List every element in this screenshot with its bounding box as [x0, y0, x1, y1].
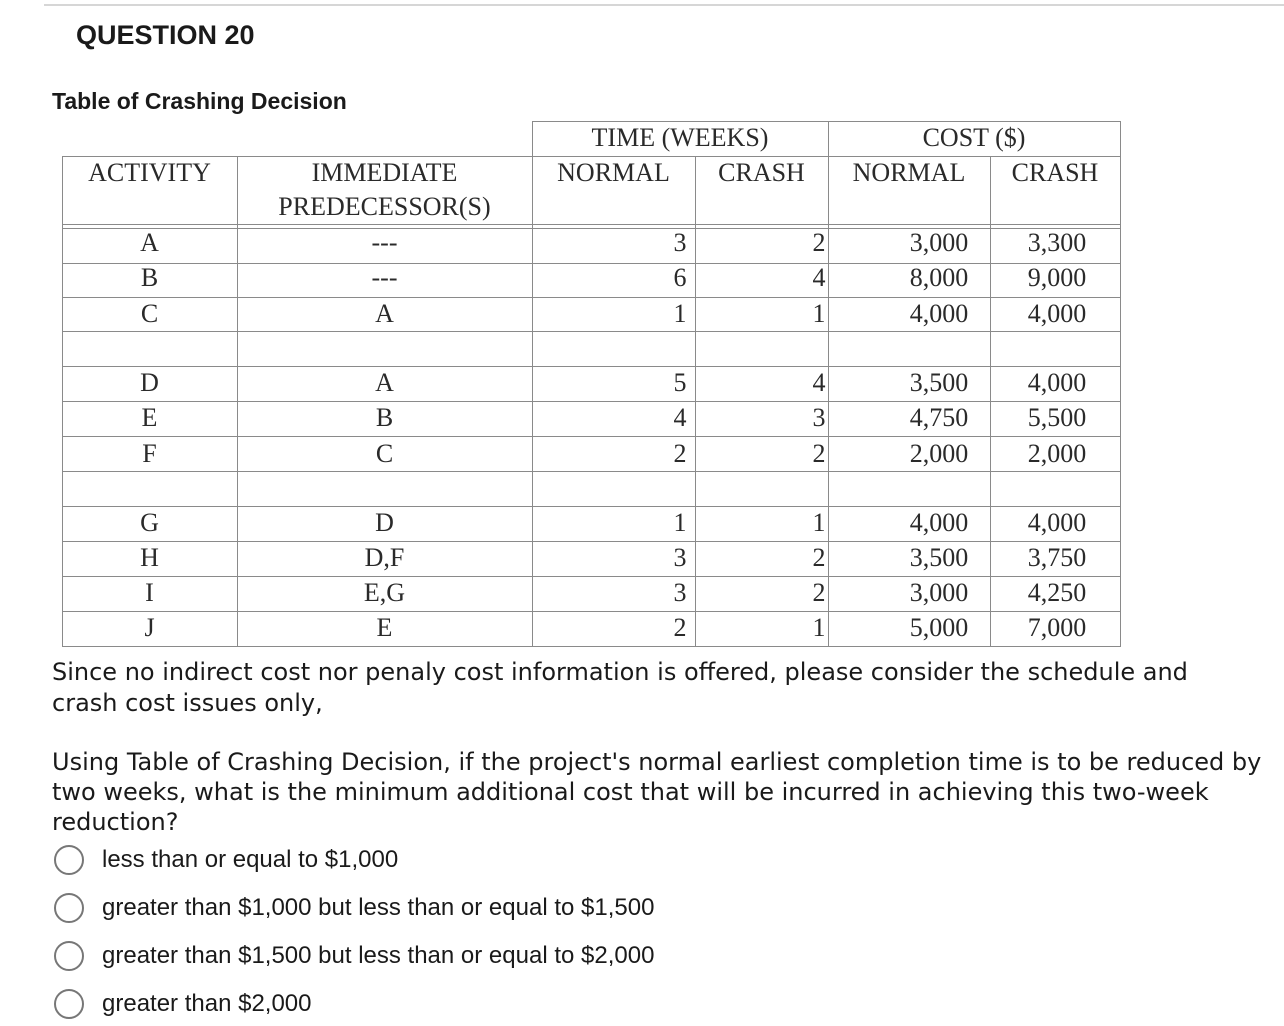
cost-group-header: COST ($)	[922, 123, 1026, 152]
option-label: greater than $1,000 but less than or equal to $1,500	[102, 894, 655, 921]
time-normal-cell: 2	[673, 439, 687, 468]
cost-crash-cell: 3,750	[1027, 543, 1087, 572]
activity-cell: D	[140, 368, 159, 397]
time-crash-cell: 1	[812, 613, 826, 642]
table-rule	[62, 646, 1120, 647]
predecessor-cell: D	[375, 508, 394, 537]
cost-normal-cell: 3,500	[909, 543, 969, 572]
time-normal-cell: 3	[673, 578, 687, 607]
cost-crash-cell: 4,000	[1027, 368, 1087, 397]
table-row-rule	[62, 401, 1120, 402]
time-crash-cell: 4	[812, 263, 826, 292]
activity-cell: G	[140, 508, 159, 537]
radio-button-icon[interactable]	[54, 989, 84, 1019]
cost-normal-cell: 4,000	[909, 508, 969, 537]
cost-normal-cell: 5,000	[909, 613, 969, 642]
time-group-header: TIME (WEEKS)	[591, 123, 769, 152]
table-rule	[532, 121, 1120, 122]
cost-crash-cell: 4,250	[1027, 578, 1087, 607]
table-rule	[62, 156, 1120, 157]
cost-normal-cell: 4,000	[909, 299, 969, 328]
answer-option-3[interactable]	[54, 939, 654, 973]
activity-cell: H	[140, 543, 159, 572]
answer-option-4[interactable]	[54, 987, 312, 1021]
time-normal-cell: 3	[673, 228, 687, 257]
predecessor-cell: A	[375, 368, 394, 397]
option-label: greater than $1,500 but less than or equal to $2,000	[102, 942, 655, 969]
activity-cell: A	[140, 228, 159, 257]
time-crash-cell: 1	[812, 508, 826, 537]
cost-normal-cell: 8,000	[909, 263, 969, 292]
cost-crash-cell: 7,000	[1027, 613, 1087, 642]
time-crash-cell: 3	[812, 403, 826, 432]
time-crash-header: CRASH	[718, 158, 805, 187]
cost-normal-cell: 2,000	[909, 439, 969, 468]
cost-crash-cell: 4,000	[1027, 508, 1087, 537]
time-normal-cell: 1	[673, 299, 687, 328]
table-row-rule	[62, 611, 1120, 612]
time-normal-cell: 6	[673, 263, 687, 292]
question-title: QUESTION 20	[76, 20, 255, 50]
table-row-rule	[62, 576, 1120, 577]
activity-cell: C	[140, 299, 159, 328]
table-row-rule	[62, 436, 1120, 437]
radio-button-icon[interactable]	[54, 941, 84, 971]
table-rule	[62, 366, 1120, 367]
activity-header: ACTIVITY	[88, 158, 211, 187]
table-row-rule	[62, 297, 1120, 298]
table-title: Table of Crashing Decision	[52, 88, 347, 114]
radio-button-icon[interactable]	[54, 845, 84, 875]
table-rule	[62, 471, 1120, 472]
time-crash-cell: 2	[812, 578, 826, 607]
predecessor-header: IMMEDIATE	[311, 158, 458, 187]
time-crash-cell: 2	[812, 543, 826, 572]
cost-normal-cell: 3,000	[909, 578, 969, 607]
time-normal-cell: 3	[673, 543, 687, 572]
note-text: Since no indirect cost nor penaly cost information is offered, please consider the schedule and crash cost issues only,	[52, 658, 1188, 717]
cost-normal-cell: 3,000	[909, 228, 969, 257]
activity-cell: E	[141, 403, 158, 432]
predecessor-cell: ---	[371, 228, 398, 257]
answer-option-1[interactable]	[54, 843, 398, 877]
cost-normal-cell: 4,750	[909, 403, 969, 432]
activity-cell: F	[142, 439, 157, 468]
activity-cell: J	[144, 613, 155, 642]
cost-crash-header: CRASH	[1011, 158, 1099, 187]
option-label: greater than $2,000	[102, 990, 312, 1017]
cost-crash-cell: 2,000	[1027, 439, 1087, 468]
question-prompt: Using Table of Crashing Decision, if the project's normal earliest completion time is to be reduced by two weeks, what is the minimum additional cost that will be incurred in achieving this two-week reduction?	[52, 748, 1262, 836]
table-row-rule	[62, 541, 1120, 542]
predecessor-cell: E,G	[363, 578, 406, 607]
cost-normal-cell: 3,500	[909, 368, 969, 397]
time-normal-header: NORMAL	[557, 158, 670, 187]
time-normal-cell: 5	[673, 368, 687, 397]
time-normal-cell: 2	[673, 613, 687, 642]
option-label: less than or equal to $1,000	[102, 846, 399, 873]
cost-crash-cell: 4,000	[1027, 299, 1087, 328]
time-crash-cell: 1	[812, 299, 826, 328]
table-rule	[62, 331, 1120, 332]
time-normal-cell: 4	[673, 403, 687, 432]
time-normal-cell: 1	[673, 508, 687, 537]
cost-crash-cell: 5,500	[1027, 403, 1087, 432]
predecessor-cell: C	[375, 439, 394, 468]
predecessor-cell: E	[376, 613, 393, 642]
time-crash-cell: 2	[812, 439, 826, 468]
predecessor-cell: B	[375, 403, 394, 432]
table-rule	[62, 506, 1120, 507]
answer-option-2[interactable]	[54, 891, 654, 925]
time-crash-cell: 2	[812, 228, 826, 257]
cost-crash-cell: 3,300	[1027, 228, 1087, 257]
activity-cell: I	[145, 578, 154, 607]
crashing-decision-table	[62, 121, 1120, 647]
predecessor-cell: D,F	[364, 543, 405, 572]
predecessor-header: PREDECESSOR(S)	[278, 192, 491, 221]
radio-button-icon[interactable]	[54, 893, 84, 923]
predecessor-cell: A	[375, 299, 394, 328]
table-rule	[62, 224, 1120, 225]
top-divider	[44, 4, 1284, 6]
time-crash-cell: 4	[812, 368, 826, 397]
activity-cell: B	[140, 263, 159, 292]
predecessor-cell: ---	[371, 263, 398, 292]
cost-normal-header: NORMAL	[852, 158, 966, 187]
cost-crash-cell: 9,000	[1027, 263, 1087, 292]
